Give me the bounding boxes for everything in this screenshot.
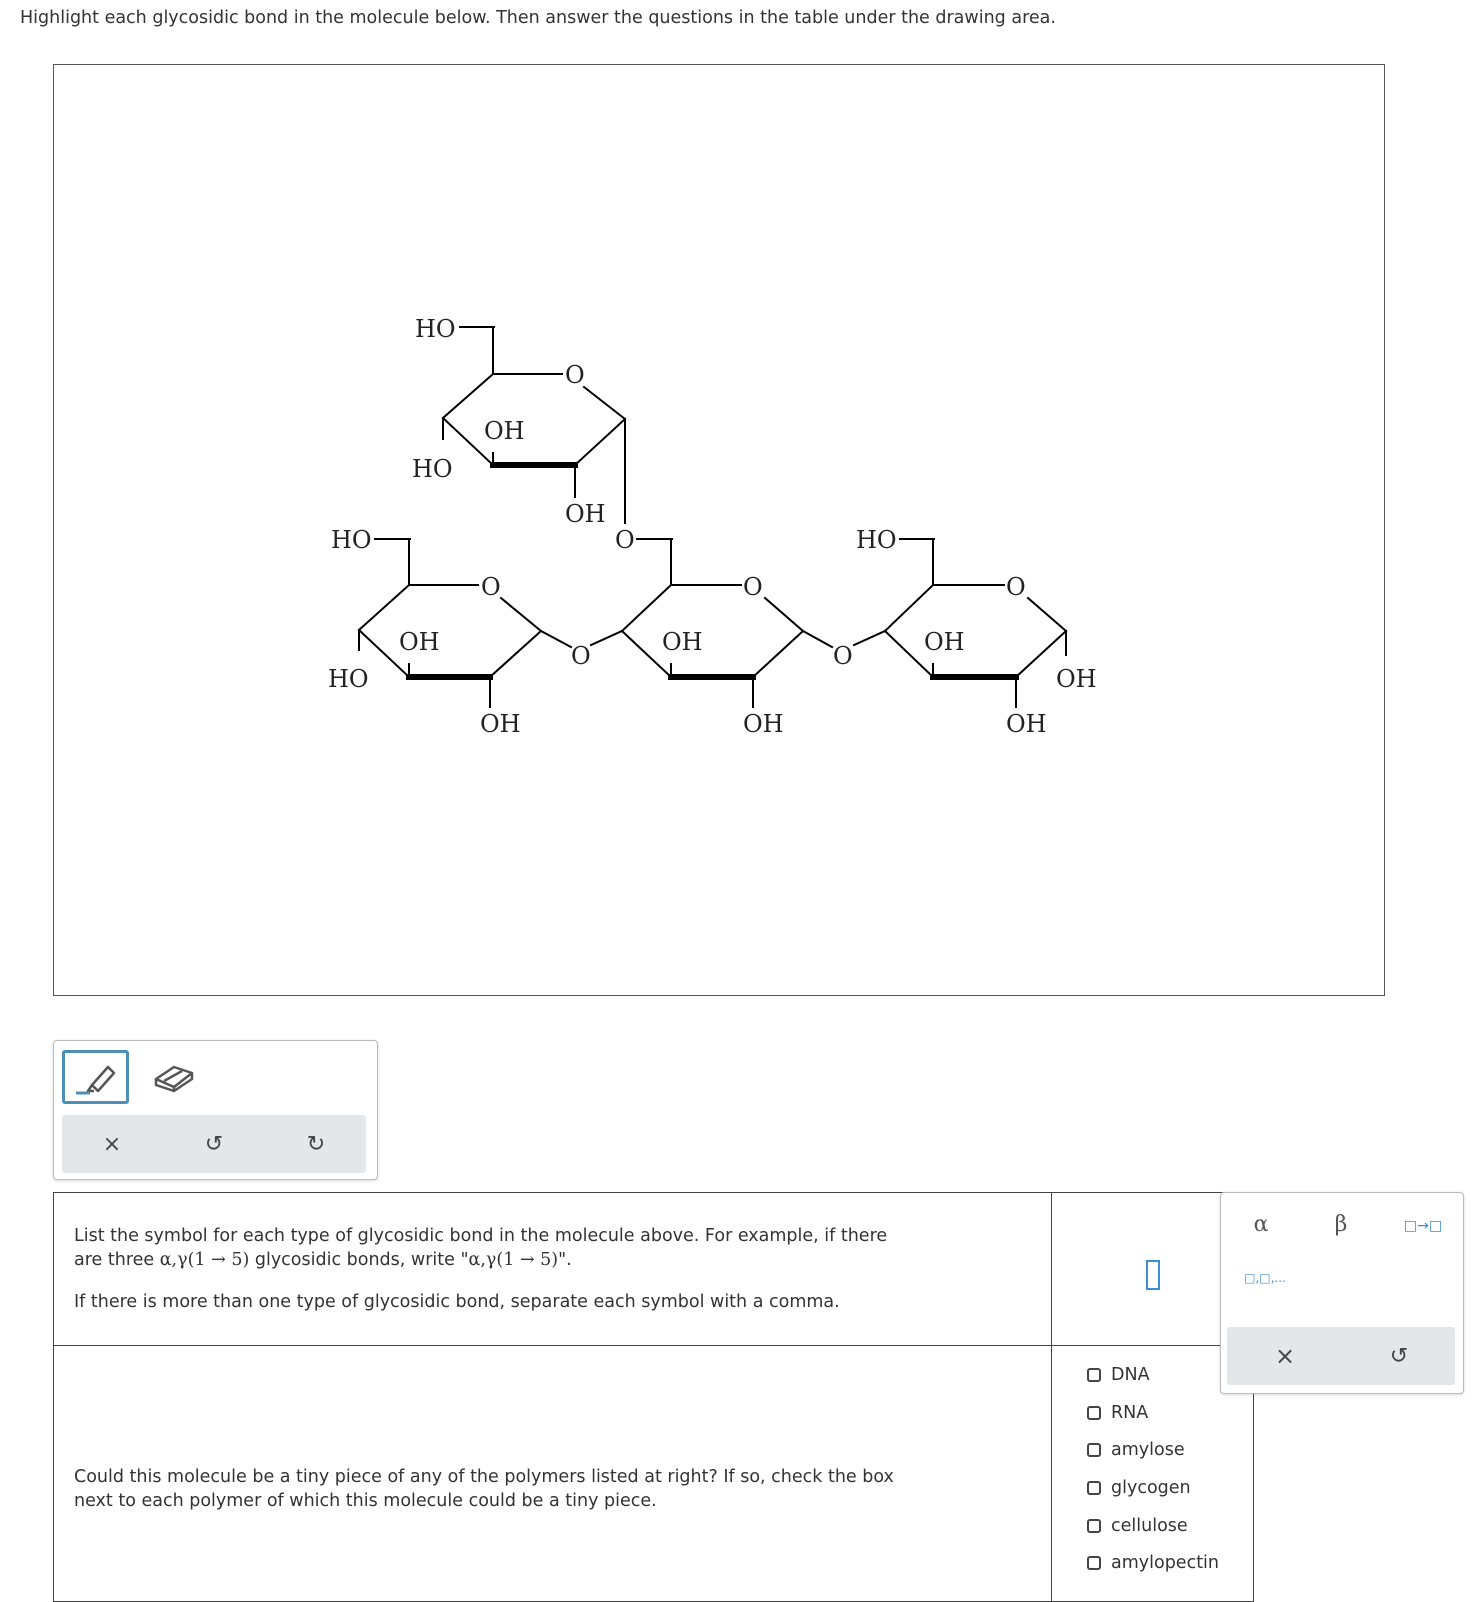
- bond-symbol-input[interactable]: [1146, 1260, 1160, 1290]
- ring3-oh-label: OH: [924, 628, 965, 656]
- palette-undo-button[interactable]: [1369, 1327, 1429, 1385]
- glycosidic-oxygen-1-label: O: [571, 642, 591, 670]
- alpha-button[interactable]: α: [1253, 1211, 1269, 1237]
- ring1-oh-label: OH: [399, 628, 440, 656]
- highlighter-pen-icon: [72, 1057, 120, 1097]
- option-amylopectin[interactable]: amylopectin: [1053, 1544, 1252, 1582]
- question-1-line-1: List the symbol for each type of glycosidic bond in the molecule above. For example, if there: [74, 1226, 888, 1246]
- top-ring-ho-label: HO: [412, 455, 453, 483]
- questions-table: [53, 1192, 1254, 1602]
- ring2-oxygen-label: O: [743, 573, 763, 601]
- option-dna[interactable]: DNA: [1053, 1356, 1252, 1394]
- question-1-line-3: If there is more than one type of glycosidic bond, separate each symbol with a comma.: [74, 1292, 840, 1312]
- option-rna[interactable]: RNA: [1053, 1394, 1252, 1432]
- undo-icon: ↺: [1389, 1343, 1409, 1369]
- cellulose-checkbox[interactable]: [1087, 1519, 1101, 1533]
- amylopectin-checkbox[interactable]: [1087, 1556, 1101, 1570]
- highlighter-pen-tool[interactable]: [62, 1050, 129, 1104]
- ring3-oxygen-label: O: [1006, 573, 1026, 601]
- ring1-oxygen-label: O: [481, 573, 501, 601]
- undo-button[interactable]: [184, 1115, 244, 1173]
- question-2-cell: [54, 1346, 1052, 1602]
- ring3-anomeric-oh-label: OH: [1056, 665, 1097, 693]
- top-ring-ch2oh-label: HO: [415, 315, 456, 343]
- ring3-ch2oh-label: HO: [856, 526, 897, 554]
- top-ring-oh-bottom-label: OH: [565, 500, 606, 528]
- close-icon: ×: [1274, 1342, 1296, 1370]
- palette-actions: [1227, 1327, 1455, 1385]
- option-cellulose[interactable]: cellulose: [1053, 1507, 1252, 1545]
- question-row-2: [54, 1346, 1254, 1602]
- option-glycogen[interactable]: glycogen: [1053, 1469, 1252, 1507]
- top-ring-oxygen-label: O: [565, 361, 585, 389]
- molecule-structure[interactable]: [54, 65, 1384, 995]
- top-ring-link-oxygen-label: O: [615, 526, 635, 554]
- arrow-template-button[interactable]: □→□: [1403, 1218, 1443, 1234]
- list-template-button[interactable]: □,□,...: [1244, 1271, 1286, 1285]
- bond-symbol-example: α,γ(1 → 5): [159, 1250, 250, 1270]
- eraser-tool[interactable]: [148, 1053, 200, 1103]
- option-amylose[interactable]: amylose: [1053, 1431, 1252, 1469]
- ring1-ch2oh-label: HO: [331, 526, 372, 554]
- ring3-oh-bottom-label: OH: [1006, 710, 1047, 738]
- beta-button[interactable]: β: [1334, 1211, 1348, 1237]
- ring1-oh-bottom-label: OH: [480, 710, 521, 738]
- question-2-line-2: next to each polymer of which this molecule could be a tiny piece.: [74, 1490, 657, 1511]
- question-1-line-2: are three α,γ(1 → 5) glycosidic bonds, write "α,γ(1 → 5)".: [74, 1250, 572, 1270]
- symbol-palette: [1220, 1192, 1464, 1394]
- amylose-checkbox[interactable]: [1087, 1443, 1101, 1457]
- bond-symbol-example-2: α,γ(1 → 5): [468, 1250, 559, 1270]
- undo-icon: ↺: [204, 1131, 224, 1157]
- glycosidic-oxygen-2-label: O: [833, 642, 853, 670]
- close-icon: ×: [102, 1131, 122, 1157]
- instruction-text: Highlight each glycosidic bond in the molecule below. Then answer the questions in the table under the drawing area.: [20, 8, 1056, 28]
- top-ring-oh-label: OH: [484, 417, 525, 445]
- ring1-ho-label: HO: [328, 665, 369, 693]
- drawing-area[interactable]: [53, 64, 1385, 996]
- redo-button[interactable]: [286, 1115, 346, 1173]
- glycogen-checkbox[interactable]: [1087, 1481, 1101, 1495]
- drawing-toolbox: [53, 1040, 378, 1180]
- redo-icon: ↻: [306, 1131, 326, 1157]
- clear-button[interactable]: [82, 1115, 142, 1173]
- rna-checkbox[interactable]: [1087, 1406, 1101, 1420]
- palette-clear-button[interactable]: [1255, 1327, 1315, 1385]
- ring2-oh-bottom-label: OH: [743, 710, 784, 738]
- ring2-oh-label: OH: [662, 628, 703, 656]
- question-row-1: [54, 1193, 1254, 1346]
- dna-checkbox[interactable]: [1087, 1368, 1101, 1382]
- question-2-line-1: Could this molecule be a tiny piece of any of the polymers listed at right? If so, check the box: [74, 1466, 894, 1487]
- question-1-cell: [54, 1193, 1052, 1346]
- toolbox-actions: [62, 1115, 366, 1173]
- eraser-icon: [152, 1063, 196, 1093]
